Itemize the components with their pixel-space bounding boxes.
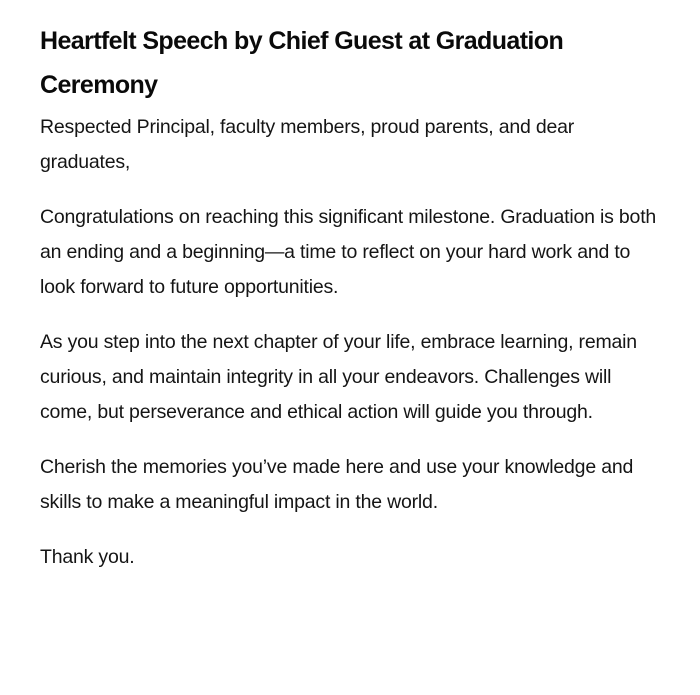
closing-paragraph: Cherish the memories you’ve made here and use your knowledge and skills to make a meaningful impact in the world. [40, 456, 634, 513]
advice-paragraph: As you step into the next chapter of your life, embrace learning, remain curious, and maintain integrity in all your endeavors. Challenges will come, but perseverance and ethical action will guide you through. [40, 331, 637, 423]
salutation-paragraph: Respected Principal, faculty members, proud parents, and dear graduates, [40, 116, 575, 173]
thank-you-paragraph: Thank you. [40, 546, 135, 568]
congratulations-paragraph: Congratulations on reaching this significant milestone. Graduation is both an ending and a beginning—a time to reflect on your hard work and to look forward to future opportunities. [40, 206, 657, 298]
document-title: Heartfelt Speech by Chief Guest at Graduation Ceremony [40, 27, 564, 99]
